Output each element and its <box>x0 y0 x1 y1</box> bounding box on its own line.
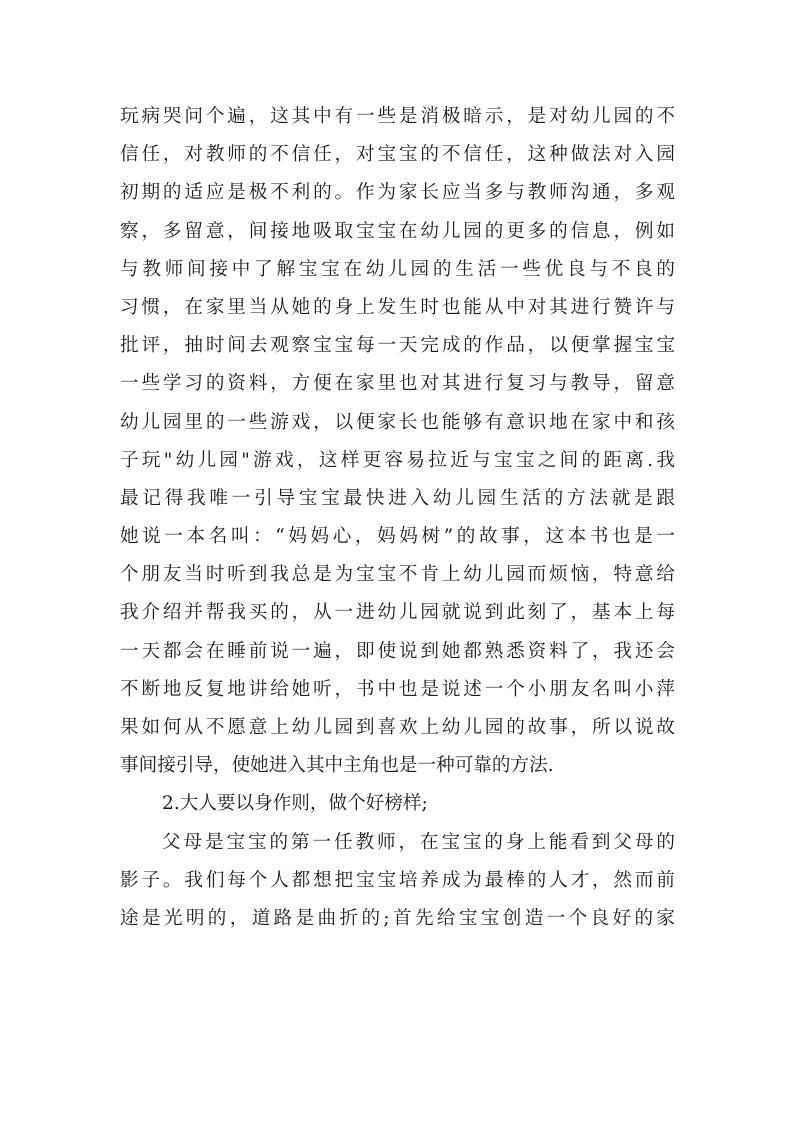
text-line: 事间接引导，使她进入其中主角也是一种可靠的方法. <box>120 755 554 777</box>
text-line: 她说一本名叫：“妈妈心，妈妈树”的故事，这本书也是一 <box>120 526 675 548</box>
text-line: 最记得我唯一引导宝宝最快进入幼儿园生活的方法就是跟 <box>120 487 675 509</box>
text-line: 不断地反复地讲给她听，书中也是说述一个小朋友名叫小萍 <box>120 678 675 700</box>
text-line: 与教师间接中了解宝宝在幼儿园的生活一些优良与不良的 <box>120 258 675 280</box>
text-line: 个朋友当时听到我总是为宝宝不肯上幼儿园而烦恼，特意给 <box>120 564 675 586</box>
text-line: 幼儿园里的一些游戏，以便家长也能够有意识地在家中和孩 <box>120 411 675 433</box>
text-line: 玩病哭问个遍，这其中有一些是消极暗示，是对幼儿园的不 <box>120 106 675 127</box>
text-line: 察，多留意，间接地吸取宝宝在幼儿园的更多的信息，例如 <box>120 220 675 242</box>
text-line: 一天都会在睡前说一遍，即使说到她都熟悉资料了，我还会 <box>120 640 675 662</box>
text-line: 信任，对教师的不信任，对宝宝的不信任，这种做法对入园 <box>120 144 675 166</box>
text-line: 习惯，在家里当从她的身上发生时也能从中对其进行赞许与 <box>120 296 675 318</box>
text-line: 果如何从不愿意上幼儿园到喜欢上幼儿园的故事，所以说故 <box>120 717 675 738</box>
text-line: 我介绍并帮我买的，从一进幼儿园就说到此刻了，基本上每 <box>120 602 675 624</box>
text-line: 途是光明的，道路是曲折的;首先给宝宝创造一个良好的家 <box>120 907 675 929</box>
text-line: 初期的适应是极不利的。作为家长应当多与教师沟通，多观 <box>120 182 675 204</box>
text-line: 影子。我们每个人都想把宝宝培养成为最棒的人才，然而前 <box>120 869 675 891</box>
text-line: 一些学习的资料，方便在家里也对其进行复习与教导，留意 <box>120 373 675 395</box>
body-text <box>120 98 675 938</box>
section-heading: 2.大人要以身作则，做个好榜样; <box>162 793 428 815</box>
text-line: 批评，抽时间去观察宝宝每一天完成的作品，以便掌握宝宝 <box>120 335 675 357</box>
text-line: 父母是宝宝的第一任教师，在宝宝的身上能看到父母的 <box>162 831 675 853</box>
text-line: 子玩"幼儿园"游戏，这样更容易拉近与宝宝之间的距离.我 <box>120 449 675 471</box>
